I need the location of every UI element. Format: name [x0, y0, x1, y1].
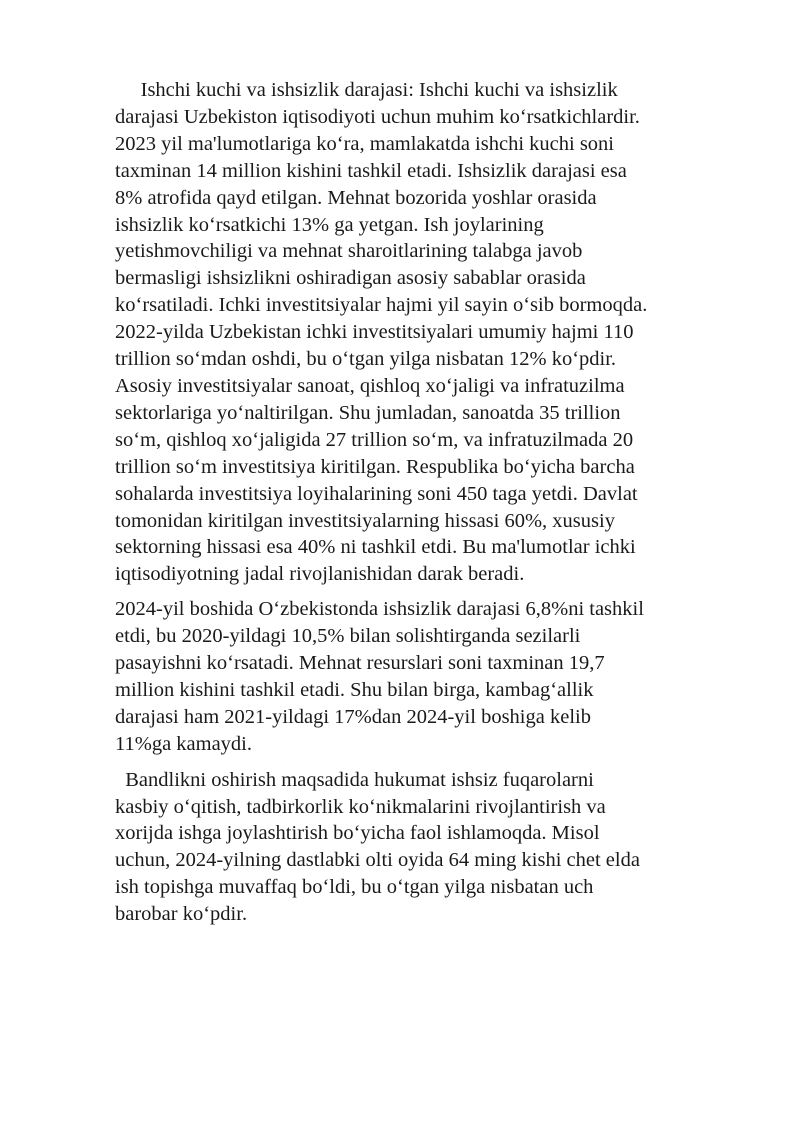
text-line: trillion so‘m investitsiya kiritilgan. Respublika bo‘yicha barcha: [115, 455, 635, 478]
text-line: Ishchi kuchi va ishsizlik darajasi: Ishchi kuchi va ishsizlik: [115, 79, 618, 101]
text-line: ish topishga muvaffaq bo‘ldi, bu o‘tgan yilga nisbatan uch: [115, 876, 594, 899]
text-line: sohalarda investitsiya loyihalarining soni 450 taga yetdi. Davlat: [115, 482, 638, 505]
text-line: yetishmovchiligi va mehnat sharoitlarining talabga javob: [115, 240, 583, 263]
text-line: 2023 yil ma'lumotlariga ko‘ra, mamlakatda ishchi kuchi soni: [115, 132, 614, 155]
text-line: ishsizlik ko‘rsatkichi 13% ga yetgan. Ish joylarining: [115, 213, 544, 236]
text-line: kasbiy o‘qitish, tadbirkorlik ko‘nikmalarini rivojlantirish va: [115, 795, 606, 818]
text-line: pasayishni ko‘rsatadi. Mehnat resurslari soni taxminan 19,7: [115, 652, 605, 675]
paragraph-employment-measures: [115, 767, 745, 928]
text-line: 2024-yil boshida O‘zbekistonda ishsizlik darajasi 6,8%ni tashkil: [115, 598, 644, 621]
text-line: Asosiy investitsiyalar sanoat, qishloq xo‘jaligi va infratuzilma: [115, 374, 625, 397]
text-line: barobar ko‘pdir.: [115, 903, 248, 926]
text-line: darajasi ham 2021-yildagi 17%dan 2024-yil boshiga kelib: [115, 705, 591, 728]
text-line: so‘m, qishloq xo‘jaligida 27 trillion so‘m, va infratuzilmada 20: [115, 428, 634, 451]
text-line: trillion so‘mdan oshdi, bu o‘tgan yilga nisbatan 12% ko‘pdir.: [115, 348, 617, 371]
text-line: 11%ga kamaydi.: [115, 732, 253, 755]
text-line: 2022-yilda Uzbekistan ichki investitsiyalari umumiy hajmi 110: [115, 321, 634, 344]
text-line: darajasi Uzbekiston iqtisodiyoti uchun muhim ko‘rsatkichlardir.: [115, 105, 640, 128]
text-line: sektorlariga yo‘naltirilgan. Shu jumladan, sanoatda 35 trillion: [115, 401, 621, 424]
paragraph-labor-and-investment: [115, 77, 745, 588]
text-line: Bandlikni oshirish maqsadida hukumat ishsiz fuqarolarni: [115, 768, 594, 791]
text-line: iqtisodiyotning jadal rivojlanishidan darak beradi.: [115, 563, 525, 586]
text-line: ko‘rsatiladi. Ichki investitsiyalar hajmi yil sayin o‘sib bormoqda.: [115, 294, 648, 317]
paragraph-unemployment-2024: [115, 596, 745, 757]
text-line: bermasligi ishsizlikni oshiradigan asosiy sabablar orasida: [115, 267, 586, 290]
text-line: taxminan 14 million kishini tashkil etadi. Ishsizlik darajasi esa: [115, 159, 627, 182]
text-line: 8% atrofida qayd etilgan. Mehnat bozorida yoshlar orasida: [115, 186, 597, 209]
text-line: tomonidan kiritilgan investitsiyalarning hissasi 60%, xususiy: [115, 509, 615, 532]
text-line: xorijda ishga joylashtirish bo‘yicha faol ishlamoqda. Misol: [115, 822, 600, 845]
text-line: etdi, bu 2020-yildagi 10,5% bilan solishtirganda sezilarli: [115, 625, 581, 648]
document-page: [115, 77, 745, 928]
text-line: sektorning hissasi esa 40% ni tashkil etdi. Bu ma'lumotlar ichki: [115, 536, 636, 559]
text-line: million kishini tashkil etadi. Shu bilan birga, kambag‘allik: [115, 678, 594, 701]
text-line: uchun, 2024-yilning dastlabki olti oyida 64 ming kishi chet elda: [115, 849, 640, 872]
